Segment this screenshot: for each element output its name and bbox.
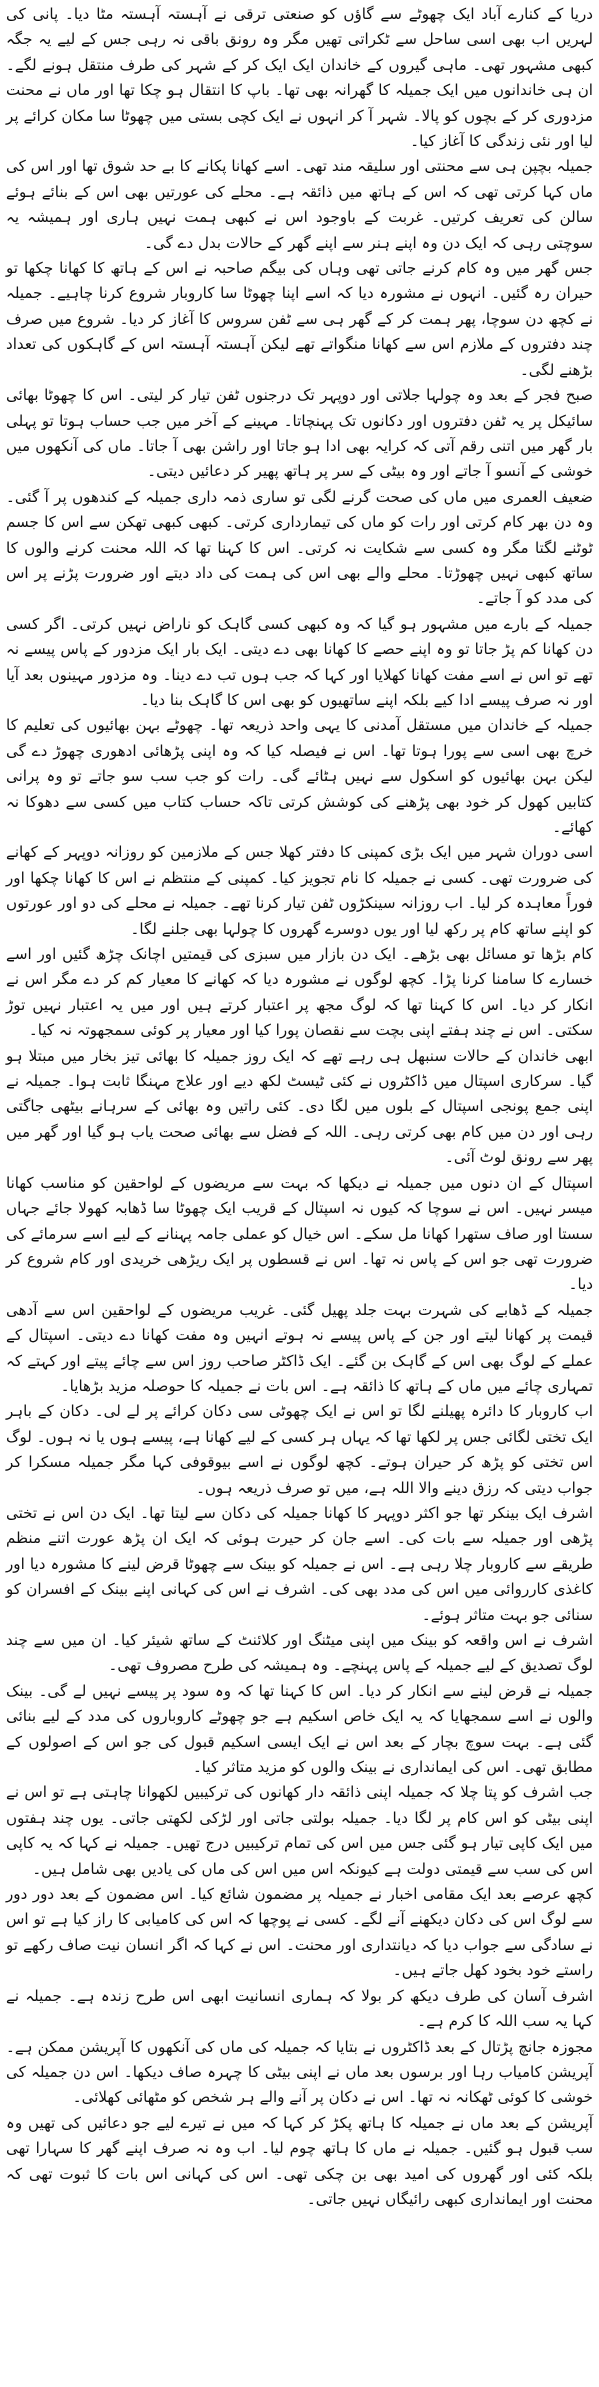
paragraph: جمیلہ کے خاندان میں مستقل آمدنی کا یہی واحد ذریعہ تھا۔ چھوٹے بہن بھائیوں کی تعلیم کا خرچ بھی اسی سے پورا ہوتا تھا۔ اس نے فیصلہ کیا کہ وہ اپنی پڑھائی ادھوری چھوڑ دے گی لیکن بہن بھائیوں کو اسکول سے نہیں ہٹائے گی۔ رات کو جب سب سو جاتے تو وہ پرانی کتابیں کھول کر خود بھی پڑھنے کی کوشش کرتی تاکہ حساب کتاب میں کسی سے دھوکا نہ کھائے۔ [6, 716, 593, 836]
paragraph: صبح فجر کے بعد وہ چولہا جلاتی اور دوپہر تک درجنوں ٹفن تیار کر لیتی۔ اس کا چھوٹا بھائی سائیکل پر یہ ٹفن دفتروں اور دکانوں تک پہنچاتا۔ مہینے کے آخر میں جب حساب ہوتا تو پہلی بار گھر میں اتنی رقم آتی کہ کرایہ بھی ادا ہو جاتا اور راشن بھی آ جاتا۔ ماں کی آنکھوں میں خوشی کے آنسو آ جاتے اور وہ بیٹی کے سر پر ہاتھ پھیر کر دعائیں دیتی۔ [6, 386, 593, 481]
paragraph: اسی دوران شہر میں ایک بڑی کمپنی کا دفتر کھلا جس کے ملازمین کو روزانہ دوپہر کے کھانے کی ضرورت تھی۔ کسی نے جمیلہ کا نام تجویز کیا۔ کمپنی کے منتظم نے اس کا کھانا چکھا اور فوراً معاہدہ کر لیا۔ اب روزانہ سینکڑوں ٹفن تیار کرنا تھے۔ جمیلہ نے محلے کی دو اور عورتوں کو اپنے ساتھ کام پر رکھ لیا اور یوں دوسرے گھروں کا چولہا بھی جلنے لگا۔ [6, 843, 593, 938]
paragraph: مجوزہ جانچ پڑتال کے بعد ڈاکٹروں نے بتایا کہ جمیلہ کی ماں کی آنکھوں کا آپریشن ممکن ہے۔ آپریشن کامیاب رہا اور برسوں بعد ماں نے اپنی بیٹی کا چہرہ صاف دیکھا۔ اس دن جمیلہ کی خوشی کا کوئی ٹھکانہ نہ تھا۔ اس نے دکان پر آنے والے ہر شخص کو مٹھائی کھلائی۔ [6, 2037, 593, 2107]
paragraph: اب کاروبار کا دائرہ پھیلنے لگا تو اس نے ایک چھوٹی سی دکان کرائے پر لے لی۔ دکان کے باہر ایک تختی لگائی جس پر لکھا تھا کہ یہاں ہر کسی کے لیے کھانا ہے، پیسے ہوں یا نہ ہوں۔ لوگ اس تختی کو پڑھ کر حیران ہوتے۔ کچھ لوگوں نے اسے بیوقوفی کہا مگر جمیلہ مسکرا کر جواب دیتی کہ رزق دینے والا اللہ ہے، میں تو صرف ذریعہ ہوں۔ [5, 1402, 593, 1497]
paragraph: جس گھر میں وہ کام کرنے جاتی تھی وہاں کی بیگم صاحبہ نے اس کے ہاتھ کا کھانا چکھا تو حیران رہ گئیں۔ انہوں نے مشورہ دیا کہ اسے اپنا چھوٹا سا کاروبار شروع کرنا چاہیے۔ جمیلہ نے کچھ دن سوچا، پھر ہمت کر کے گھر ہی سے ٹفن سروس کا آغاز کر دیا۔ شروع میں صرف چند دفتروں کے ملازم اس سے کھانا منگواتے تھے لیکن آہستہ آہستہ اس کے گاہکوں کی تعداد بڑھنے لگی۔ [6, 259, 593, 379]
paragraph: اسپتال کے ان دنوں میں جمیلہ نے دیکھا کہ بہت سے مریضوں کے لواحقین کو مناسب کھانا میسر نہیں۔ اس نے سوچا کہ کیوں نہ اسپتال کے قریب ایک چھوٹا سا ڈھابہ کھولا جائے جہاں سستا اور صاف ستھرا کھانا مل سکے۔ اس خیال کو عملی جامہ پہنانے کے لیے اسے سرمائے کی ضرورت تھی جو اس کے پاس نہ تھا۔ اس نے قسطوں پر ایک ریڑھی خریدی اور کام شروع کر دیا۔ [6, 1173, 593, 1294]
paragraph: آپریشن کے بعد ماں نے جمیلہ کا ہاتھ پکڑ کر کہا کہ میں نے تیرے لیے جو دعائیں کی تھیں وہ سب قبول ہو گئیں۔ جمیلہ نے ماں کا ہاتھ چوم لیا۔ اب وہ نہ صرف اپنے گھر کا سہارا تھی بلکہ کئی اور گھروں کی امید بھی بن چکی تھی۔ اس کی کہانی اس بات کا ثبوت تھی کہ محنت اور ایمانداری کبھی رائیگاں نہیں جاتی۔ [6, 2113, 593, 2208]
paragraph: کچھ عرصے بعد ایک مقامی اخبار نے جمیلہ پر مضمون شائع کیا۔ اس مضمون کے بعد دور دور سے لوگ اس کی دکان دیکھنے آنے لگے۔ کسی نے پوچھا کہ اس کی کامیابی کا راز کیا ہے تو اس نے سادگی سے جواب دیا کہ دیانتداری اور محنت۔ اس نے کہا کہ اگر انسان نیت صاف رکھے تو راستے خود بخود کھل جاتے ہیں۔ [6, 1885, 593, 1980]
paragraph: ابھی خاندان کے حالات سنبھل ہی رہے تھے کہ ایک روز جمیلہ کا بھائی تیز بخار میں مبتلا ہو گیا۔ سرکاری اسپتال میں ڈاکٹروں نے کئی ٹیسٹ لکھ دیے اور علاج مہنگا ثابت ہوا۔ جمیلہ نے اپنی جمع پونجی اسپتال کے بلوں میں لگا دی۔ کئی راتیں وہ بھائی کے سرہانے بیٹھی جاگتی رہی اور دن میں کام بھی کرتی رہی۔ اللہ کے فضل سے بھائی صحت یاب ہو گیا اور گھر میں پھر سے رونق لوٹ آئی۔ [6, 1046, 593, 1167]
paragraph: جمیلہ کے ڈھابے کی شہرت بہت جلد پھیل گئی۔ غریب مریضوں کے لواحقین اس سے آدھی قیمت پر کھانا لیتے اور جن کے پاس پیسے نہ ہوتے انہیں وہ مفت کھانا دے دیتی۔ اسپتال کے عملے کے لوگ بھی اس کے گاہک بن گئے۔ ایک ڈاکٹر صاحب روز اس سے چائے پیتے اور کہتے کہ تمہاری چائے میں ماں کے ہاتھ کا ذائقہ ہے۔ اس بات نے جمیلہ کا حوصلہ مزید بڑھایا۔ [6, 1300, 593, 1395]
paragraph: ضعیف العمری میں ماں کی صحت گرنے لگی تو ساری ذمہ داری جمیلہ کے کندھوں پر آ گئی۔ وہ دن بھر کام کرتی اور رات کو ماں کی تیمارداری کرتی۔ کبھی کبھی تھکن سے اس کا جسم ٹوٹنے لگتا مگر وہ کسی سے شکایت نہ کرتی۔ اس کا کہنا تھا کہ اللہ محنت کرنے والوں کا ساتھ کبھی نہیں چھوڑتا۔ محلے والے بھی اس کی ہمت کی داد دیتے اور ضرورت پڑنے پر اس کی مدد کو آ جاتے۔ [6, 487, 593, 608]
paragraph: اشرف نے اس واقعہ کو بینک میں اپنی میٹنگ اور کلائنٹ کے ساتھ شیئر کیا۔ ان میں سے چند لوگ تصدیق کے لیے جمیلہ کے پاس پہنچے۔ وہ ہمیشہ کی طرح مصروف تھی۔ [6, 1631, 593, 1675]
paragraph: جب اشرف کو پتا چلا کہ جمیلہ اپنی ذائقہ دار کھانوں کی ترکیبیں لکھوانا چاہتی ہے تو اس نے اپنی بیٹی کو اس کام پر لگا دیا۔ جمیلہ بولتی جاتی اور لڑکی لکھتی جاتی۔ یوں چند ہفتوں میں ایک کاپی تیار ہو گئی جس میں اس کی تمام ترکیبیں درج تھیں۔ جمیلہ نے کہا کہ یہ کاپی اس کی سب سے قیمتی دولت ہے کیونکہ اس میں اس کی ماں کی یادیں بھی شامل ہیں۔ [6, 1783, 593, 1878]
paragraph: دریا کے کنارے آباد ایک چھوٹے سے گاؤں کو صنعتی ترقی نے آہستہ آہستہ مٹا دیا۔ پانی کی لہریں اب بھی اسی ساحل سے ٹکراتی تھیں مگر وہ رونق باقی نہ رہی جس کے لیے یہ جگہ کبھی مشہور تھی۔ ماہی گیروں کے خاندان ایک ایک کر کے شہر کی طرف منتقل ہونے لگے۔ ان ہی خاندانوں میں ایک جمیلہ کا گھرانہ بھی تھا۔ باپ کا انتقال ہو چکا تھا اور ماں نے محنت مزدوری کر کے بچوں کو پالا۔ شہر آ کر انہوں نے ایک کچی بستی میں چھوٹا سا مکان کرائے پر لیا اور نئی زندگی کا آغاز کیا۔ [6, 5, 593, 151]
paragraph: اشرف ایک بینکر تھا جو اکثر دوپہر کا کھانا جمیلہ کی دکان سے لیتا تھا۔ ایک دن اس نے تختی پڑھی اور جمیلہ سے بات کی۔ اسے جان کر حیرت ہوئی کہ ایک ان پڑھ عورت اتنے منظم طریقے سے کاروبار چلا رہی ہے۔ اس نے جمیلہ کو بینک سے چھوٹا قرض لینے کا مشورہ دیا اور کاغذی کارروائی میں اس کی مدد بھی کی۔ اشرف نے اس کی کہانی اپنے بینک کے افسران کو سنائی جو بہت متاثر ہوئے۔ [6, 1503, 593, 1624]
paragraph: جمیلہ کے بارے میں مشہور ہو گیا کہ وہ کبھی کسی گاہک کو ناراض نہیں کرتی۔ اگر کسی دن کھانا کم پڑ جاتا تو وہ اپنے حصے کا کھانا بھی دے دیتی۔ ایک بار ایک مزدور کے پاس پیسے نہ تھے تو اس نے اسے مفت کھانا کھلایا اور کہا کہ جب ہوں تب دے دینا۔ وہ مزدور مہینوں بعد آیا اور نہ صرف پیسے ادا کیے بلکہ اپنے ساتھیوں کو بھی اس کا گاہک بنا دیا۔ [6, 614, 593, 709]
paragraph: کام بڑھا تو مسائل بھی بڑھے۔ ایک دن بازار میں سبزی کی قیمتیں اچانک چڑھ گئیں اور اسے خسارے کا سامنا کرنا پڑا۔ کچھ لوگوں نے مشورہ دیا کہ کھانے کا معیار کم کر دے مگر اس نے انکار کر دیا۔ اس کا کہنا تھا کہ لوگ مجھ پر اعتبار کرتے ہیں اور میں یہ اعتبار نہیں توڑ سکتی۔ اس نے چند ہفتے اپنی بچت سے نقصان پورا کیا اور معیار پر کوئی سمجھوتہ نہ کیا۔ [6, 945, 593, 1040]
paragraph: جمیلہ بچپن ہی سے محنتی اور سلیقہ مند تھی۔ اسے کھانا پکانے کا بے حد شوق تھا اور اس کی ماں کہا کرتی تھی کہ اس کے ہاتھ میں ذائقہ ہے۔ محلے کی عورتیں بھی اس کے بنائے ہوئے سالن کی تعریف کرتیں۔ غربت کے باوجود اس نے کبھی ہمت نہیں ہاری اور ہمیشہ یہ سوچتی رہی کہ ایک دن وہ اپنے ہنر سے اپنے گھر کے حالات بدل دے گی۔ [6, 157, 593, 252]
paragraph: اشرف آسان کی طرف دیکھ کر بولا کہ ہماری انسانیت ابھی اس طرح زندہ ہے۔ جمیلہ نے کہا یہ سب اللہ کا کرم ہے۔ [6, 1986, 593, 2031]
paragraph: جمیلہ نے قرض لینے سے انکار کر دیا۔ اس کا کہنا تھا کہ وہ سود پر پیسے نہیں لے گی۔ بینک والوں نے اسے سمجھایا کہ یہ ایک خاص اسکیم ہے جو چھوٹے کاروباروں کی مدد کے لیے بنائی گئی ہے۔ بہت سوچ بچار کے بعد اس نے ایک ایسی اسکیم قبول کی جو اس کے اصولوں کے مطابق تھی۔ اس کی ایمانداری نے بینک والوں کو مزید متاثر کیا۔ [6, 1681, 593, 1777]
